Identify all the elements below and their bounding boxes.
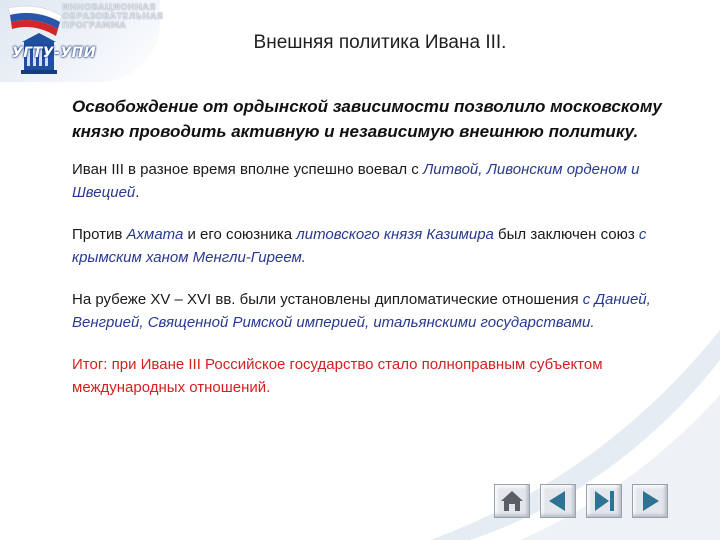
next-icon	[633, 485, 667, 517]
last-icon	[587, 485, 621, 517]
highlight-opponents: Литвой, Ливонским орденом и Швецией	[72, 161, 640, 201]
summary-text: Итог: при Иване III Российское государство стало полноправным субъектом международных отношений.	[72, 356, 603, 396]
logo	[0, 0, 164, 82]
paragraph-alliance: Против Ахмата и его союзника литовского князя Казимира был заключен союз с крымским ханом Менгли-Гиреем.	[72, 226, 647, 266]
paragraph-diplomacy: На рубеже XV – XVI вв. были установлены дипломатические отношения с Данией, Венгрией, Священной Римской империей, итальянскими государствами.	[72, 291, 651, 331]
university-emblem-icon	[2, 2, 66, 82]
page-title: Внешняя политика Ивана III.	[253, 32, 507, 53]
last-slide-button[interactable]	[586, 484, 622, 518]
next-button[interactable]	[632, 484, 668, 518]
home-button[interactable]	[494, 484, 530, 518]
logo-university-name: УГТУ-УПИ	[12, 45, 97, 61]
highlight-crimea: с крымским ханом Менгли-Гиреем.	[72, 226, 647, 266]
paragraph-wars: Иван III в разное время вполне успешно воевал с Литвой, Ливонским орденом и Швецией.	[72, 161, 640, 201]
highlight-akhmat: Ахмата	[126, 226, 184, 243]
slide-body	[72, 94, 672, 418]
lead-statement: Освобождение от ордынской зависимости позволило московскому князю проводить активную и независимую внешнюю политику.	[72, 97, 662, 141]
highlight-states: с Данией, Венгрией, Священной Римской империей, итальянскими государствами.	[72, 291, 651, 331]
home-icon	[495, 485, 529, 517]
logo-caption: ИННОВАЦИОННАЯ ОБРАЗОВАТЕЛЬНАЯ ПРОГРАММА	[62, 3, 164, 31]
highlight-kazimir: литовского князя Казимира	[296, 226, 494, 243]
previous-icon	[541, 485, 575, 517]
previous-button[interactable]	[540, 484, 576, 518]
